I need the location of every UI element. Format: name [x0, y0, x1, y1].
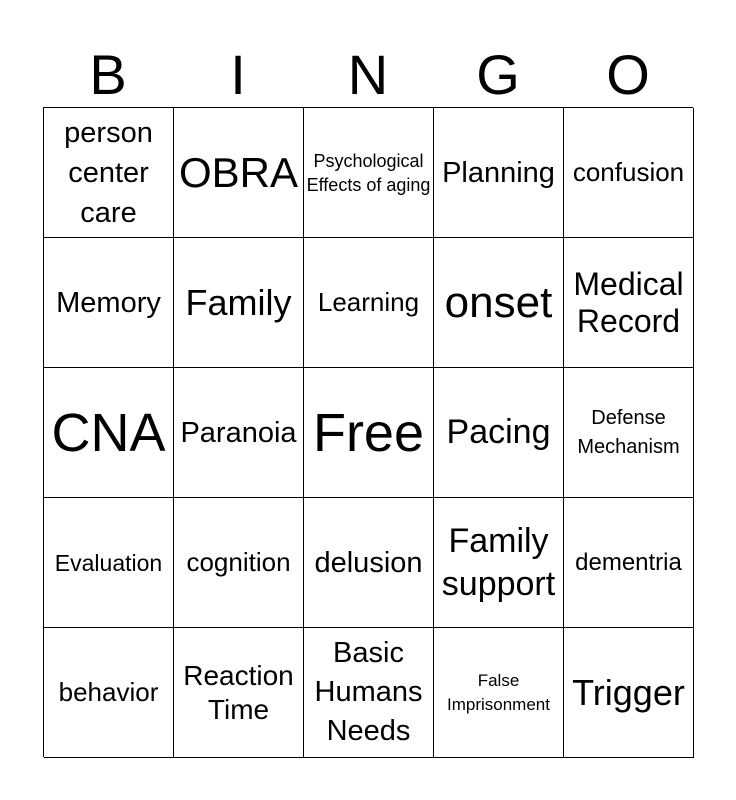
bingo-cell-r3c1[interactable]	[44, 368, 174, 498]
header-letter-o: O	[606, 43, 650, 106]
bingo-cell-r4c3[interactable]	[304, 498, 434, 628]
cell-label: Paranoia	[180, 416, 297, 449]
cell-label: Learning	[317, 287, 420, 317]
cell-label: Psychological Effects of aging	[306, 150, 431, 195]
cell-label: OBRA	[178, 148, 299, 196]
cell-label: delusion	[314, 546, 423, 579]
cell-label: CNA	[51, 402, 166, 463]
cell-label: Free	[312, 402, 425, 463]
cell-label: confusion	[572, 157, 685, 187]
bingo-cell-r2c4[interactable]	[434, 238, 564, 368]
bingo-header	[43, 42, 693, 108]
bingo-cell-r3c5[interactable]	[564, 368, 694, 498]
bingo-board	[43, 107, 693, 757]
cell-label: person center care	[64, 116, 153, 229]
bingo-cell-r1c1[interactable]	[44, 108, 174, 238]
cell-label: Pacing	[446, 413, 551, 451]
bingo-cell-r3c2[interactable]	[174, 368, 304, 498]
header-letter-n: N	[347, 43, 389, 106]
cell-label: Planning	[442, 156, 555, 189]
bingo-cell-r4c1[interactable]	[44, 498, 174, 628]
bingo-cell-r4c4[interactable]	[434, 498, 564, 628]
cell-label: Medical Record	[573, 265, 684, 339]
header-letter-g: G	[476, 43, 520, 106]
bingo-cell-r5c1[interactable]	[44, 628, 174, 758]
cell-label: Memory	[56, 286, 161, 319]
cell-label: False Imprisonment	[447, 670, 550, 714]
bingo-cell-r2c1[interactable]	[44, 238, 174, 368]
bingo-cell-r2c3[interactable]	[304, 238, 434, 368]
header-letter-b: B	[89, 43, 127, 106]
bingo-cell-r5c4[interactable]	[434, 628, 564, 758]
header-letter-i: I	[230, 43, 246, 106]
cell-label: Trigger	[572, 671, 685, 713]
bingo-cell-r5c2[interactable]	[174, 628, 304, 758]
cell-label: Reaction Time	[183, 659, 294, 725]
cell-label: Evaluation	[54, 549, 163, 576]
cell-label: Defense Mechanism	[577, 406, 680, 458]
cell-label: dementria	[575, 549, 682, 576]
bingo-cell-r3c3[interactable]	[304, 368, 434, 498]
bingo-cell-r1c2[interactable]	[174, 108, 304, 238]
cell-label: onset	[444, 277, 553, 327]
bingo-cell-r2c2[interactable]	[174, 238, 304, 368]
bingo-cell-r1c4[interactable]	[434, 108, 564, 238]
cell-label: cognition	[186, 547, 291, 577]
bingo-cell-r3c4[interactable]	[434, 368, 564, 498]
bingo-cell-r5c3[interactable]	[304, 628, 434, 758]
cell-label: Family	[185, 281, 292, 323]
cell-label: behavior	[58, 677, 159, 707]
bingo-cell-r1c5[interactable]	[564, 108, 694, 238]
bingo-cell-r2c5[interactable]	[564, 238, 694, 368]
bingo-cell-r4c5[interactable]	[564, 498, 694, 628]
bingo-cell-r5c5[interactable]	[564, 628, 694, 758]
bingo-cell-r4c2[interactable]	[174, 498, 304, 628]
cell-label: Basic Humans Needs	[314, 637, 423, 747]
bingo-cell-r1c3[interactable]	[304, 108, 434, 238]
cell-label: Family support	[441, 521, 556, 603]
